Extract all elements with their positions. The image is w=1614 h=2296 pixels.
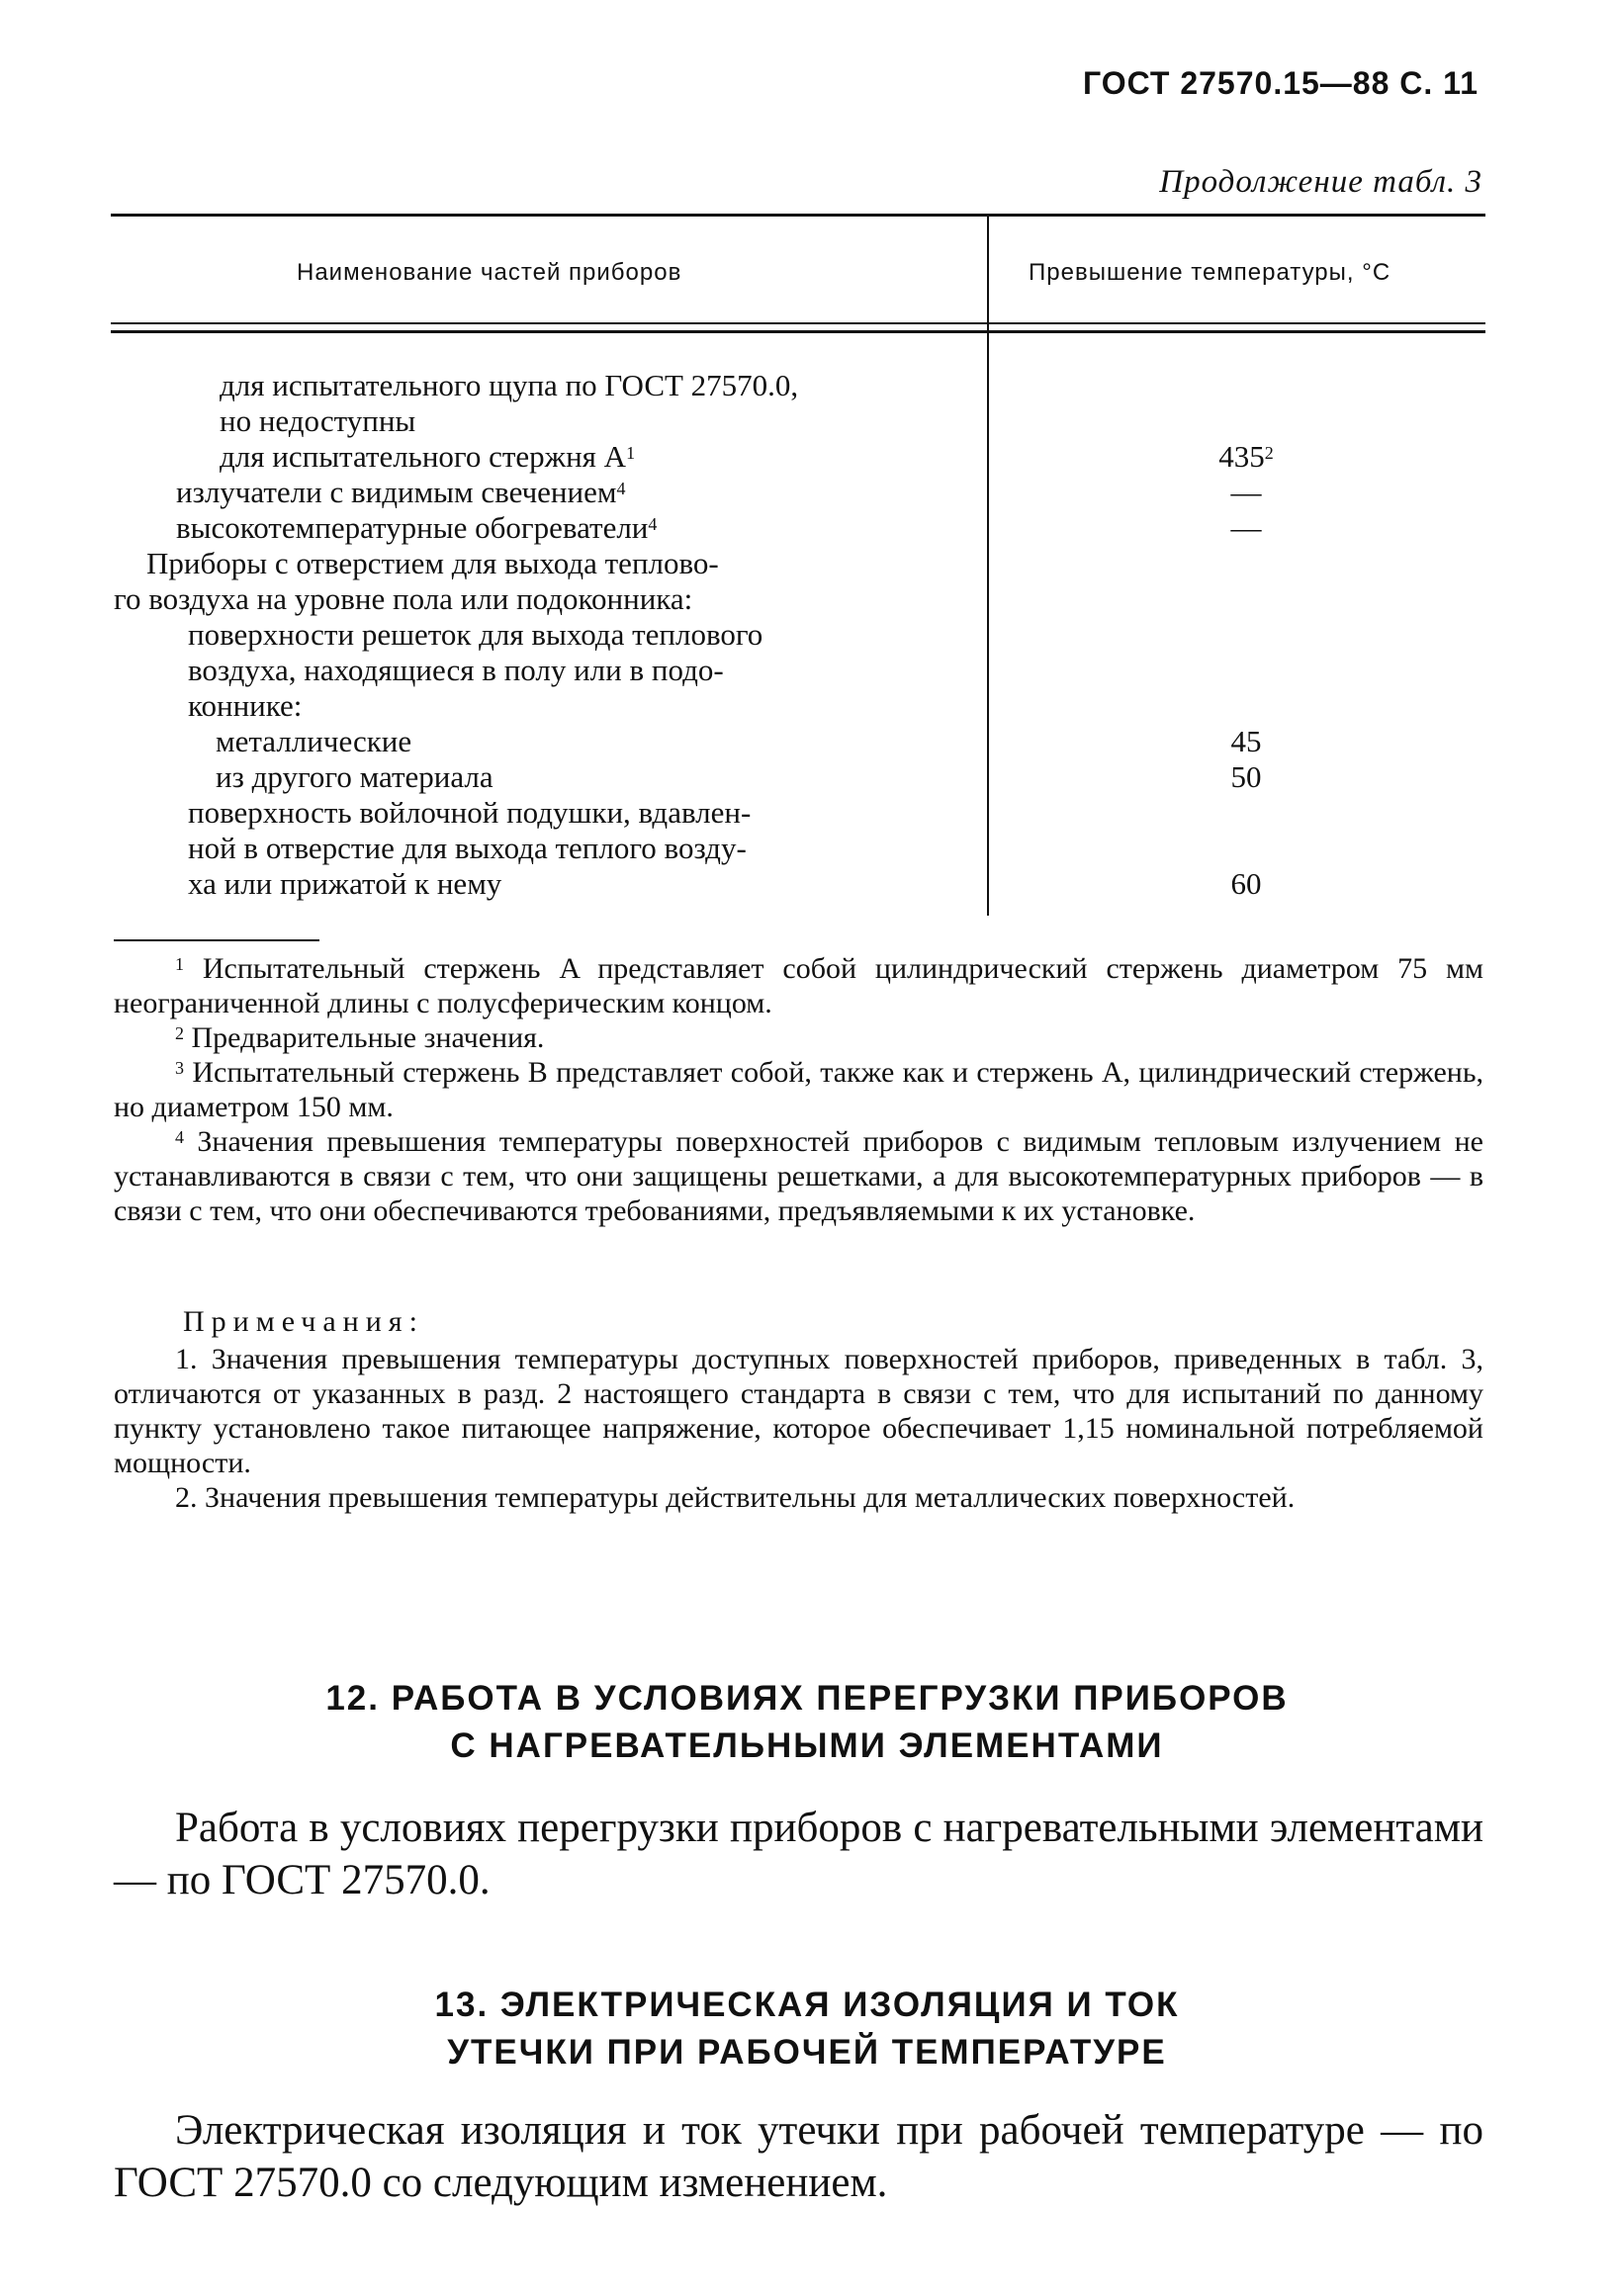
footnote-separator	[114, 939, 319, 941]
table-row	[114, 581, 692, 617]
table-row	[188, 831, 747, 866]
table-cell-text: излучатели с видимым свечением	[176, 475, 617, 509]
table-header-rule	[111, 322, 1485, 324]
table-row	[146, 546, 719, 581]
section-13-text: Электрическая изоляция и ток утечки при рабочей температуре — по ГОСТ 27570.0 со следующим изменением.	[114, 2107, 1483, 2206]
table-cell-text: ха или прижатой к нему	[188, 866, 502, 901]
table-cell-text: из другого материала	[216, 759, 493, 794]
footnote-ref: 2	[1264, 443, 1274, 463]
table-cell-value: —	[1230, 510, 1262, 545]
page-header: ГОСТ 27570.15—88 С. 11	[1082, 65, 1479, 101]
footnote: $^1$ Испытательный стержень A представляет собой цилиндрический стержень диаметром 75 мм неограниченной длины с полусферическим концом.	[114, 952, 1483, 1019]
table-cell-text: но недоступны	[220, 403, 416, 438]
table-row	[188, 866, 501, 902]
table-row	[188, 653, 724, 688]
table-cell-text: Приборы с отверстием для выхода теплово-	[146, 546, 719, 580]
section-12-title: 12. РАБОТА В УСЛОВИЯХ ПЕРЕГРУЗКИ ПРИБОРОВ С НАГРЕВАТЕЛЬНЫМИ ЭЛЕМЕНТАМИ	[325, 1679, 1289, 1765]
note-item: 1. Значения превышения температуры доступных поверхностей приборов, приведенных в табл. 3, отличаются от указанных в разд. 2 настоящего стандарта в связи с тем, что для испытаний по данному пункту установлено такое питающее напряжение, которое обеспечивает 1,15 номинальной потребляемой мощности.	[114, 1343, 1483, 1479]
table-row	[216, 759, 493, 795]
table-continuation-label: Продолжение табл. 3	[1159, 164, 1482, 200]
table-header-rule-2	[111, 330, 1485, 333]
table-row	[220, 368, 798, 403]
section-13-title: 13. ЭЛЕКТРИЧЕСКАЯ ИЗОЛЯЦИЯ И ТОК УТЕЧКИ ПРИ РАБОЧЕЙ ТЕМПЕРАТУРЕ	[434, 1986, 1180, 2072]
table-cell-value: —	[1230, 475, 1262, 509]
table-cell-value: 45	[1230, 724, 1262, 758]
table-cell-text: коннике:	[188, 688, 303, 723]
table-row	[188, 617, 762, 653]
table-cell-text: поверхность войлочной подушки, вдавлен-	[188, 795, 752, 830]
footnotes	[114, 951, 1483, 1228]
table-top-rule	[111, 214, 1485, 217]
table-row	[188, 795, 751, 831]
table-column-divider	[987, 214, 989, 916]
table-row	[176, 475, 626, 510]
table-cell-text: ной в отверстие для выхода теплого возду-	[188, 831, 747, 865]
table-col2-header: Превышение температуры, °С	[1029, 259, 1391, 286]
table-row	[176, 510, 657, 546]
table-cell-value: 50	[1230, 759, 1262, 794]
table-row	[220, 439, 635, 475]
footnote-ref: 4	[648, 514, 658, 534]
table-cell-text: воздуха, находящиеся в полу или в подо-	[188, 653, 724, 687]
table-cell-text: для испытательного щупа по ГОСТ 27570.0,	[220, 368, 799, 402]
footnote: $^2$ Предварительные значения.	[175, 1021, 545, 1054]
footnote: $^4$ Значения превышения температуры поверхностей приборов с видимым тепловым излучением не устанавливаются в связи с тем, что они защищены решетками, а для высокотемпературных приборов — в связи с тем, что они обеспечиваются требованиями, предъявляемыми к их установке.	[114, 1125, 1483, 1227]
notes-title: Примечания:	[183, 1305, 424, 1338]
table-col1-header: Наименование частей приборов	[297, 259, 682, 286]
table-cell-text: металлические	[216, 724, 412, 758]
footnote-ref: 1	[626, 443, 636, 463]
table-cell-value: $435^2$	[1218, 439, 1274, 474]
footnote: $^3$ Испытательный стержень B представляет собой, также как и стержень A, цилиндрический стержень, но диаметром 150 мм.	[114, 1056, 1483, 1123]
section-12-text: Работа в условиях перегрузки приборов с нагревательными элементами — по ГОСТ 27570.0.	[114, 1805, 1483, 1903]
table-cell-text: для испытательного стержня A	[220, 439, 627, 474]
table-row	[188, 688, 302, 724]
table-cell-text: поверхности решеток для выхода теплового	[188, 617, 763, 652]
notes	[114, 1342, 1483, 1515]
table-row	[216, 724, 411, 759]
table-cell-value: 60	[1230, 866, 1262, 901]
note-item: 2. Значения превышения температуры действительны для металлических поверхностей.	[175, 1481, 1296, 1514]
table-cell-text: высокотемпературные обогреватели	[176, 510, 649, 545]
table-row	[220, 403, 415, 439]
table-cell-text: го воздуха на уровне пола или подоконника:	[114, 581, 693, 616]
footnote-ref: 4	[616, 479, 626, 498]
